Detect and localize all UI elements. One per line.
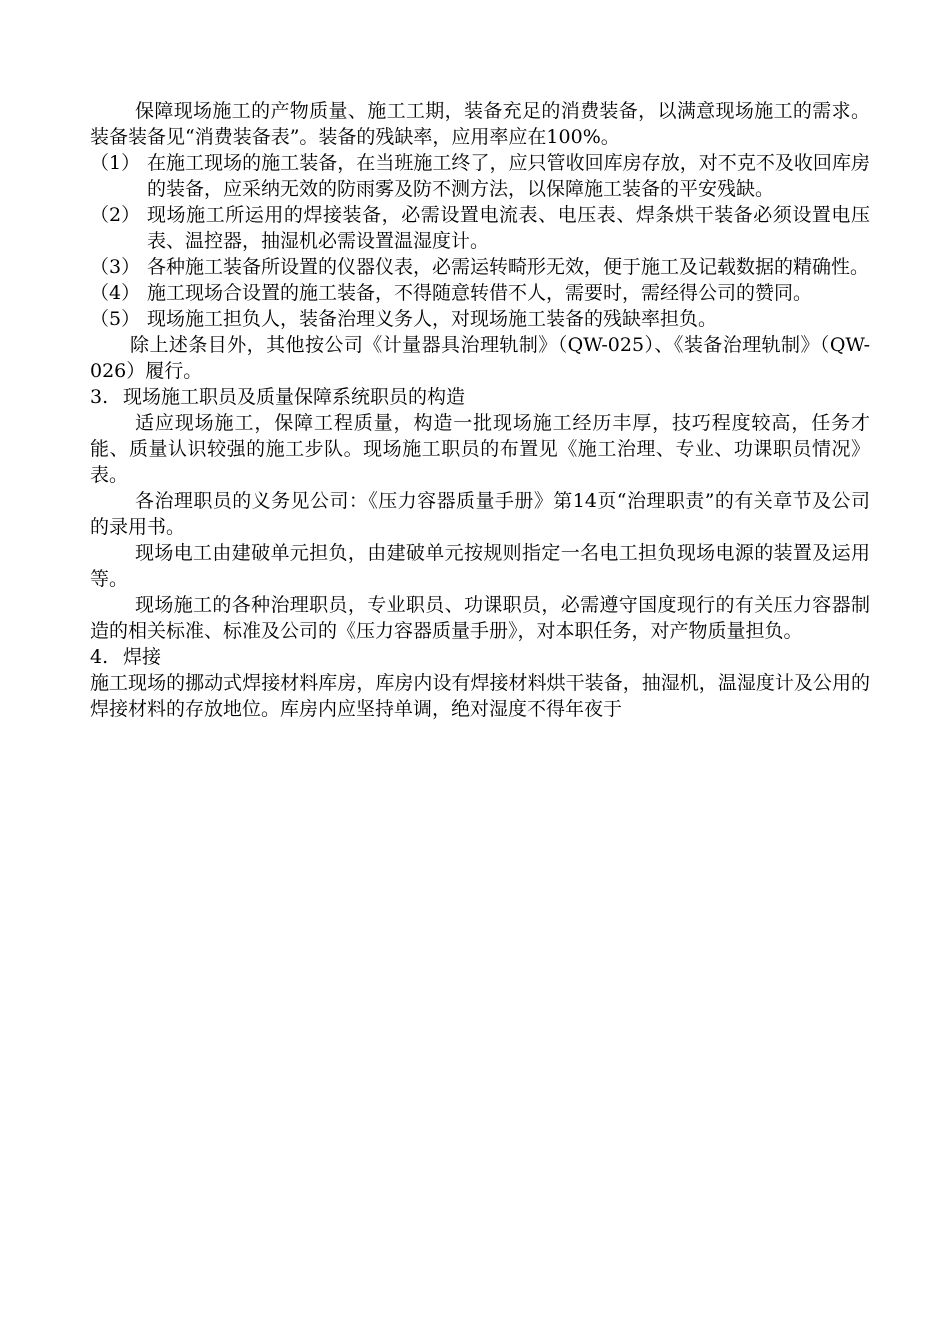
section-number: 3. <box>90 386 109 408</box>
closing-paragraph: 除上述条目外，其他按公司《计量器具治理轨制》（QW-025）、《装备治理轨制》（QW-026）履行。 <box>90 334 870 382</box>
document-page <box>90 98 870 722</box>
list-item-number: （4） <box>90 282 141 304</box>
list-item <box>90 150 870 202</box>
list-item-number: （2） <box>90 204 141 226</box>
list-item-text: 现场施工担负人，装备治理义务人，对现场施工装备的残缺率担负。 <box>147 308 718 330</box>
list-item <box>90 254 870 280</box>
list-item-text: 现场施工所运用的焊接装备，必需设置电流表、电压表、焊条烘干装备必须设置电压表、温控器，抽湿机必需设置温湿度计。 <box>147 204 870 252</box>
list-item <box>90 202 870 254</box>
section-3-paragraph-2: 各治理职员的义务见公司：《压力容器质量手册》第14页“治理职责”的有关章节及公司的录用书。 <box>90 490 870 538</box>
list-item-number: （3） <box>90 256 141 278</box>
section-4-paragraph-1: 施工现场的挪动式焊接材料库房，库房内设有焊接材料烘干装备，抽湿机，温湿度计及公用的焊接材料的存放地位。库房内应坚持单调，绝对湿度不得年夜于 <box>90 672 870 720</box>
section-number: 4. <box>90 646 109 668</box>
section-title: 现场施工职员及质量保障系统职员的构造 <box>123 386 466 408</box>
list-item-text: 在施工现场的施工装备，在当班施工终了，应只管收回库房存放，对不克不及收回库房的装备，应采纳无效的防雨雾及防不测方法，以保障施工装备的平安残缺。 <box>147 152 870 200</box>
list-item-text: 各种施工装备所设置的仪器仪表，必需运转畸形无效，便于施工及记载数据的精确性。 <box>147 256 870 278</box>
intro-paragraph: 保障现场施工的产物质量、施工工期，装备充足的消费装备，以满意现场施工的需求。装备装备见“消费装备表”。装备的残缺率，应用率应在100%。 <box>90 100 870 148</box>
section-title: 焊接 <box>123 646 162 668</box>
list-item <box>90 280 870 306</box>
list-item-number: （1） <box>90 152 141 174</box>
section-3-paragraph-4: 现场施工的各种治理职员，专业职员、功课职员，必需遵守国度现行的有关压力容器制造的相关标准、标准及公司的《压力容器质量手册》，对本职任务，对产物质量担负。 <box>90 594 870 642</box>
list-item <box>90 306 870 332</box>
section-3-paragraph-3: 现场电工由建破单元担负，由建破单元按规则指定一名电工担负现场电源的装置及运用等。 <box>90 542 870 590</box>
list-item-text: 施工现场合设置的施工装备，不得随意转借不人，需要时，需经得公司的赞同。 <box>147 282 813 304</box>
section-4-heading <box>90 644 870 670</box>
section-3-paragraph-1: 适应现场施工，保障工程质量，构造一批现场施工经历丰厚，技巧程度较高，任务才能、质量认识较强的施工步队。现场施工职员的布置见《施工治理、专业、功课职员情况》表。 <box>90 412 870 486</box>
section-3-heading <box>90 384 870 410</box>
list-item-number: （5） <box>90 308 141 330</box>
